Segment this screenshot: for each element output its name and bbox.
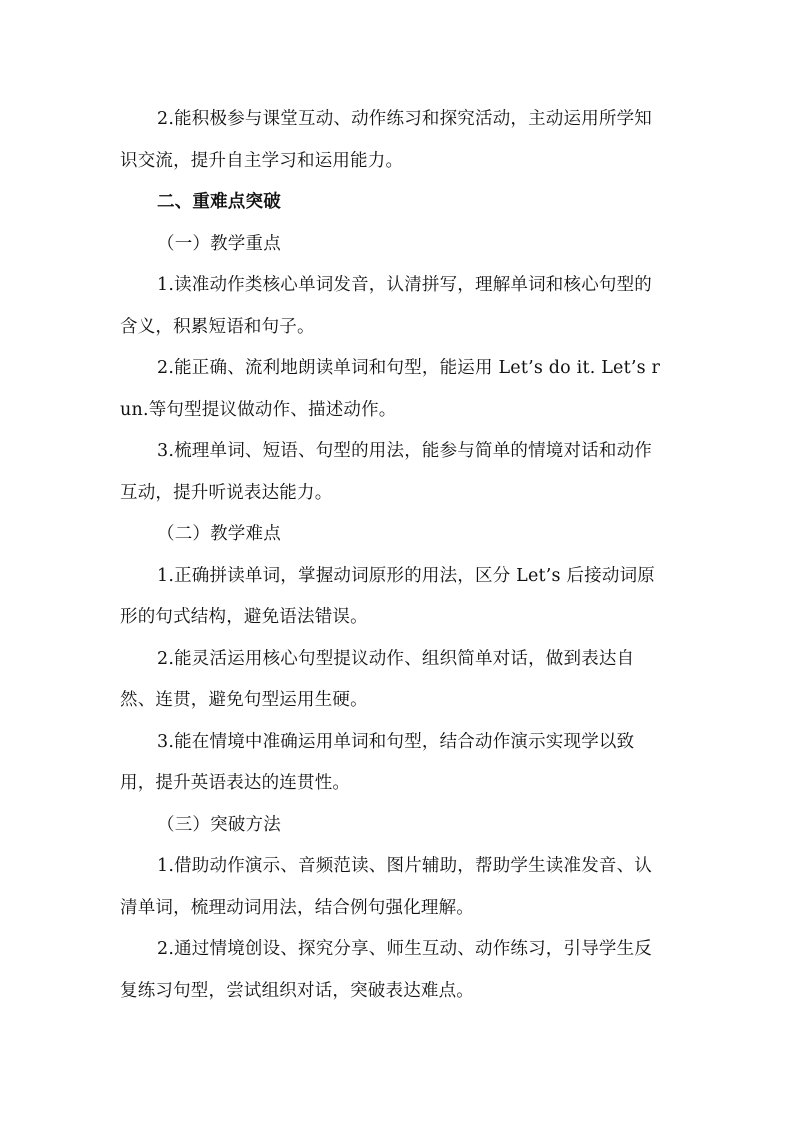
paragraph-difficulty-3: 3.能在情境中准确运用单词和句型，结合动作演示实现学以致用，提升英语表达的连贯性。 xyxy=(120,731,635,793)
paragraph-difficulty-2: 2.能灵活运用核心句型提议动作、组织简单对话，做到表达自然、连贯，避免句型运用生硬。 xyxy=(120,648,635,710)
section-heading-key-difficult-points: 二、重难点突破 xyxy=(157,192,281,212)
paragraph-difficulty-1: 1.正确拼读单词，掌握动词原形的用法，区分 Let’s 后接动词原形的句式结构，避免语法错误。 xyxy=(120,565,655,627)
document-body xyxy=(120,99,668,1012)
paragraph-method-1: 1.借助动作演示、音频范读、图片辅助，帮助学生读准发音、认清单词，梳理动词用法，结合例句强化理解。 xyxy=(120,856,652,918)
paragraph-focus-1: 1.读准动作类核心单词发音，认清拼写，理解单词和核心句型的含义，积累短语和句子。 xyxy=(120,275,652,337)
subheading-breakthrough-methods: （三）突破方法 xyxy=(157,814,281,835)
subheading-teaching-focus: （一）教学重点 xyxy=(157,233,281,254)
paragraph-method-2: 2.通过情境创设、探究分享、师生互动、动作练习，引导学生反复练习句型，尝试组织对话，突破表达难点。 xyxy=(120,939,652,1001)
paragraph-focus-3: 3.梳理单词、短语、句型的用法，能参与简单的情境对话和动作互动，提升听说表达能力。 xyxy=(120,441,652,503)
paragraph-goal-2: 2.能积极参与课堂互动、动作练习和探究活动，主动运用所学知识交流，提升自主学习和运用能力。 xyxy=(120,109,652,171)
paragraph-focus-2: 2.能正确、流利地朗读单词和句型，能运用 Let’s do it. Let’s run.等句型提议做动作、描述动作。 xyxy=(120,358,661,420)
subheading-teaching-difficulties: （二）教学难点 xyxy=(157,524,281,544)
